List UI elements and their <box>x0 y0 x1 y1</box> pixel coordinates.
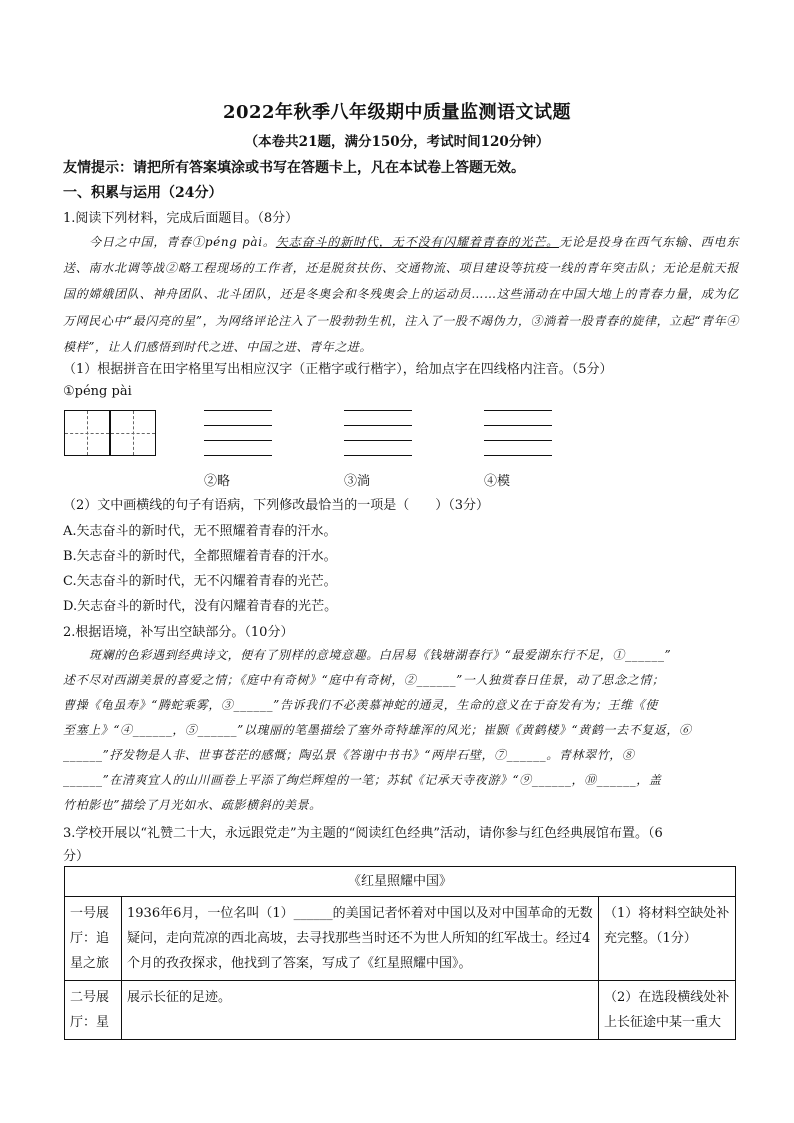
question-1-sub2: （2）文中画横线的句子有语病，下列修改最恰当的一项是（ ）（3分） <box>63 498 490 513</box>
friendly-tip: 友情提示：请把所有答案填涂或书写在答题卡上，凡在本试卷上答题无效。 <box>63 160 525 176</box>
pinyin-four-line-grid[interactable] <box>484 410 552 456</box>
passage-rest: 无论是投身在西气东输、西电东送、南水北调等战②略工程现场的工作者，还是脱贫扶伤、交通物流、项目建设等抗疫一线的青年突击队；无论是航天报国的嫦娥团队、神舟团队、北斗团队，还是冬奥会和冬残奥会上的运动员……这些涌动在中国大地上的青春力量，成为亿万网民心中“最闪亮的星”，为网络评论注入了一股勃勃生机，注入了一股不竭伪力，③淌着一股青春的旋律，立起“青年④模样”，让人们感悟到时代之进、中国之进、青年之进。 <box>63 235 740 354</box>
question-1-sub1: （1）根据拼音在田字格里写出相应汉字（正楷字或行楷字），给加点字在四线格内注音。（5分） <box>63 362 613 377</box>
pinyin-four-line-grid[interactable] <box>204 410 272 456</box>
question-1-passage <box>63 229 739 360</box>
question-2-line: ______”抒发物是人非、世事苍茫的感慨；陶弘景《答谢中书书》“两岸石壁，⑦______。青林翠竹，⑧ <box>63 748 635 762</box>
writing-grid-box[interactable] <box>64 410 110 456</box>
table-row <box>65 981 736 1040</box>
passage-start: 今日之中国，青春①péng pài。 <box>89 235 276 249</box>
hall-task: （1）将材料空缺处补充完整。（1分） <box>599 897 736 981</box>
question-2-line: 至塞上》“④______，⑤______”以瑰丽的笔墨描绘了塞外奇特雄浑的风光；崔颢《黄鹤楼》“黄鹤一去不复返，⑥ <box>63 723 692 737</box>
option-b[interactable]: B.矢志奋斗的新时代，全都照耀着青春的汗水。 <box>63 549 337 564</box>
hall-content: 1936年6月，一位名叫（1）______的美国记者怀着对中国以及对中国革命的无数疑问，走向荒凉的西北高坡，去寻找那些当时还不为世人所知的红军战士。经过4个月的孜孜探求，他找到了答案，写成了《红星照耀中国》。 <box>122 897 599 981</box>
underlined-sentence: 矢志奋斗的新时代，无不没有闪耀着青春的光芒。 <box>275 235 560 249</box>
option-a[interactable]: A.矢志奋斗的新时代，无不照耀着青春的汗水。 <box>63 524 337 539</box>
question-2-line: 斑斓的色彩遇到经典诗文，便有了别样的意境意趣。白居易《钱塘湖春行》“最爱湖东行不足，①______” <box>89 648 672 662</box>
hall-task: （2）在选段横线处补上长征途中某一重大 <box>599 981 736 1040</box>
question-1-stem: 1.阅读下列材料，完成后面题目。（8分） <box>63 211 299 226</box>
option-c[interactable]: C.矢志奋斗的新时代，无不闪耀着青春的光芒。 <box>63 574 337 589</box>
exhibition-table <box>64 866 736 1040</box>
question-3-stem-cont: 分） <box>63 849 90 864</box>
grid-label: ②略 <box>204 474 231 489</box>
question-2-stem: 2.根据语境，补写出空缺部分。（10分） <box>63 625 294 640</box>
writing-grid-box[interactable] <box>110 410 156 456</box>
page-title: 2022年秋季八年级期中质量监测语文试题 <box>222 102 572 123</box>
table-caption: 《红星照耀中国》 <box>65 867 736 897</box>
question-3-stem: 3.学校开展以“礼赞二十大，永远跟党走”为主题的“阅读红色经典”活动，请你参与红色经典展馆布置。（6 <box>63 826 663 841</box>
pinyin-label: ①péng pài <box>63 384 132 399</box>
hall-name: 二号展厅：星 <box>65 981 122 1040</box>
question-2-line: ______”在清爽宜人的山川画卷上平添了绚烂辉煌的一笔；苏轼《记承天寺夜游》“⑨______，⑩______，盖 <box>63 773 662 787</box>
section-heading: 一、积累与运用（24分） <box>63 185 223 201</box>
option-d[interactable]: D.矢志奋斗的新时代，没有闪耀着青春的光芒。 <box>63 599 338 614</box>
hall-name: 一号展厅：追星之旅 <box>65 897 122 981</box>
question-2-line: 述不尽对西湖美景的喜爱之情；《庭中有奇树》“庭中有奇树，②______”一人独赏春日佳景，动了思念之情； <box>63 673 665 687</box>
exam-info: （本卷共21题，满分150分，考试时间120分钟） <box>244 134 550 150</box>
table-row <box>65 897 736 981</box>
hall-content: 展示长征的足迹。 <box>122 981 599 1040</box>
grid-label: ③淌 <box>344 474 371 489</box>
pinyin-four-line-grid[interactable] <box>344 410 412 456</box>
question-2-line: 曹操《龟虽寿》“腾蛇乘雾，③______”告诉我们不必羡慕神蛇的通灵，生命的意义在于奋发有为；王维《使 <box>63 698 658 712</box>
grid-label: ④模 <box>484 474 511 489</box>
question-2-line: 竹柏影也”描绘了月光如水、疏影横斜的美景。 <box>63 798 322 812</box>
